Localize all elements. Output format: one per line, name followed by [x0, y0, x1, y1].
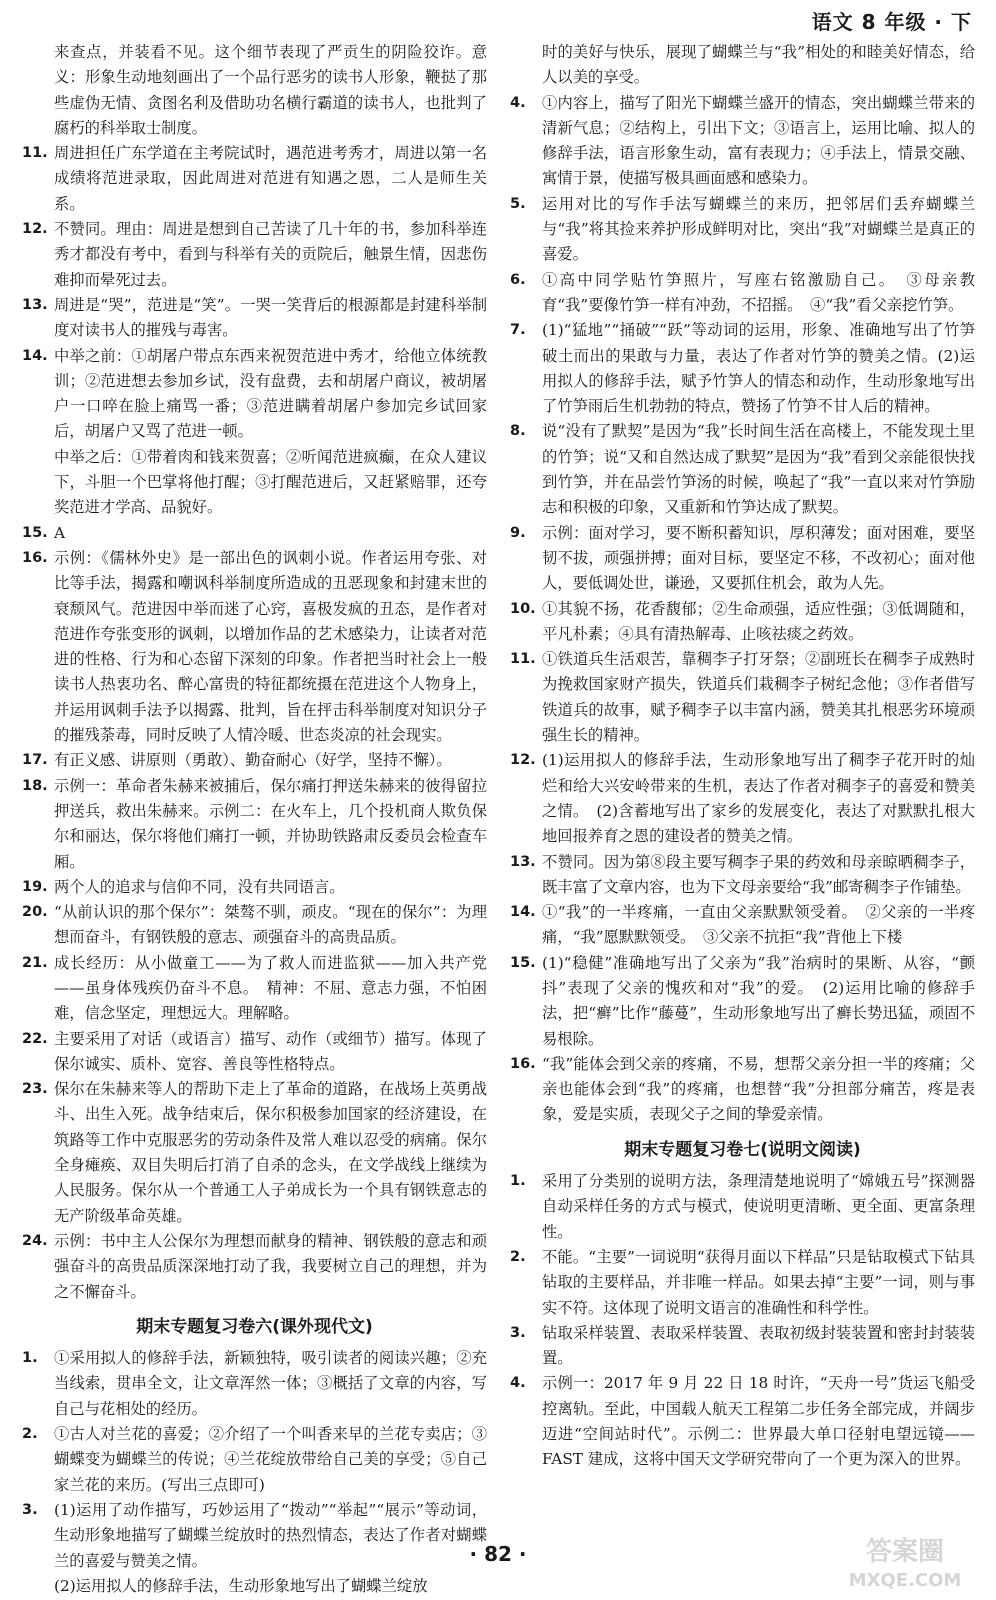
page-header: 语文 8 年级 · 下 [811, 10, 972, 34]
answer-number: 2. [22, 1426, 38, 1443]
answer-item [510, 1245, 975, 1321]
answer-continuation: 中举之后：①带着肉和钱来贺喜；②听闻范进疯癫，在众人建议下，斗胆一个巴掌将他打醒；③打醒范进后，又赶紧赔罪，还夸奖范进才学高、品貌好。 [54, 447, 487, 517]
answer-item [22, 521, 487, 546]
answer-number: 14. [22, 347, 48, 364]
answer-number: 12. [22, 221, 48, 238]
answer-text: 不能。“主要”一词说明“获得月面以下样品”只是钻取模式下钻具钻取的主要样品，并非唯一样品。如果去掉“主要”一词，则与事实不符。这体现了说明文语言的准确性和科学性。 [542, 1247, 975, 1317]
answer-number: 1. [510, 1173, 526, 1190]
answer-number: 16. [510, 1055, 536, 1072]
answer-item [510, 900, 975, 951]
answer-number: 20. [22, 904, 48, 921]
answer-number: 7. [510, 322, 526, 339]
answer-number: 13. [22, 296, 48, 313]
answer-number: 4. [510, 1375, 526, 1392]
answer-text: 成长经历：从小做童工——为了救人而进监狱——加入共产党——虽身体残疾仍奋斗不息。 精神：不屈、意志力强，不怕困难，信念坚定，理想远大。理解略。 [54, 953, 487, 1023]
answer-item [22, 546, 487, 748]
answer-text: 运用对比的写作手法写蝴蝶兰的来历，把邻居们丢弃蝴蝶兰与“我”将其捡来养护形成鲜明对比，突出“我”对蝴蝶兰是真正的喜爱。 [542, 194, 975, 264]
answer-number: 18. [22, 777, 48, 794]
answer-text: 示例一：革命者朱赫来被捕后，保尔痛打押送朱赫来的彼得留拉押送兵，救出朱赫来。示例二：在火车上，几个投机商人欺负保尔和丽达，保尔将他们痛打一顿，并协助铁路肃反委员会检查车厢。 [54, 776, 487, 871]
answer-item [510, 647, 975, 748]
answer-item [510, 1169, 975, 1245]
answer-number: 10. [510, 600, 536, 617]
answer-number: 6. [510, 271, 526, 288]
answer-number: 3. [22, 1501, 38, 1518]
answer-number: 8. [510, 423, 526, 440]
right-answer-list-2 [510, 1169, 975, 1473]
answer-text: ①内容上，描写了阳光下蝴蝶兰盛开的情态，突出蝴蝶兰带来的清新气息；②结构上，引出下文；③语言上，运用比喻、拟人的修辞手法，语言形象生动，富有表现力；④手法上，情景交融、寓情于景，使描写极具画面感和感染力。 [542, 93, 975, 188]
answer-text: “从前认识的那个保尔”：桀骜不驯，顽皮。“现在的保尔”：为理想而奋斗，有钢铁般的意志、顽强奋斗的高贵品质。 [54, 903, 487, 947]
answer-text: ①其貌不扬，花香馥郁；②生命顽强，适应性强；③低调随和，平凡朴素；④具有清热解毒、止咳祛痰之药效。 [542, 599, 975, 643]
answer-item [22, 1077, 487, 1229]
answer-item [510, 850, 975, 901]
answer-item [510, 748, 975, 849]
answer-text: ①古人对兰花的喜爱；②介绍了一个叫香来早的兰花专卖店；③蝴蝶变为蝴蝶兰的传说；④兰花绽放带给自己美的享受；⑤自己家兰花的来历。(写出三点即可) [54, 1425, 487, 1494]
answer-number: 4. [510, 94, 526, 111]
answer-number: 17. [22, 752, 48, 769]
answer-number: 9. [510, 524, 526, 541]
answer-item [22, 217, 487, 293]
answer-item [510, 318, 975, 419]
answer-item [22, 1346, 487, 1422]
answer-text: 示例：书中主人公保尔为理想而献身的精神、钢铁般的意志和顽强奋斗的高贵品质深深地打动了我，我要树立自己的理想，并为之不懈奋斗。 [54, 1231, 487, 1301]
answer-item [510, 1052, 975, 1128]
answer-text: (1)“稳健”准确地写出了父亲为“我”治病时的果断、从容，“颤抖”表现了父亲的愧疚和对“我”的爱。 (2)运用比喻的修辞手法，把“癣”比作“藤蔓”，生动形象地写出了癣长势迅猛，顽固不易根除。 [542, 953, 975, 1048]
right-column [510, 40, 975, 1473]
answer-number: 15. [22, 524, 48, 541]
answer-number: 24. [22, 1232, 48, 1249]
answer-item [510, 192, 975, 268]
answer-number: 2. [510, 1248, 526, 1265]
answer-text: 周进担任广东学道在主考院试时，遇范进考秀才，周进以第一名成绩将范进录取，因此周进对范进有知遇之恩，二人是师生关系。 [54, 144, 487, 213]
answer-number: 5. [510, 195, 526, 212]
left-column [22, 40, 487, 1599]
answer-text: 两个人的追求与信仰不同，没有共同语言。 [54, 877, 345, 896]
answer-number: 11. [22, 145, 48, 162]
answer-item [510, 91, 975, 192]
answer-text: 不赞同。因为第⑧段主要写稠李子果的药效和母亲晾晒稠李子，既丰富了文章内容，也为下文母亲要给“我”邮寄稠李子作铺垫。 [542, 852, 975, 896]
answer-number: 19. [22, 878, 48, 895]
answer-text: 钻取采样装置、表取采样装置、表取初级封装装置和密封封装装置。 [542, 1323, 975, 1368]
answer-item [510, 1371, 975, 1472]
answer-number: 3. [510, 1324, 526, 1341]
answer-number: 12. [510, 752, 536, 769]
answer-item [22, 344, 487, 445]
answer-text: ①“我”的一半疼痛，一直由父亲默默领受着。 ②父亲的一半疼痛，“我”愿默默领受。 ③父亲不抗拒“我”背他上下楼 [542, 903, 975, 947]
answer-text: “我”能体会到父亲的疼痛，不易，想帮父亲分担一半的疼痛；父亲也能体会到“我”的疼痛，也想替“我”分担部分痛苦，疼是表象，爱是实质，表现父子之间的挚爱亲情。 [542, 1054, 975, 1124]
answer-item [22, 951, 487, 1027]
answer-item [22, 1422, 487, 1498]
answer-text: A [54, 523, 66, 542]
answer-text: 示例：《儒林外史》是一部出色的讽刺小说。作者运用夸张、对比等手法，揭露和嘲讽科举制度所造成的丑恶现象和封建末世的衰颓风气。范进因中举而迷了心窍，喜极发疯的丑态，是作者对范进作夸张变形的讽刺，以增加作品的艺术感染力，让读者对范进的性格、行为和心态留下深刻的印象。作者把当时社会上一般读书人热衷功名、醉心富贵的特征都统摄在范进这个人物身上，并运用讽刺手法予以揭露、批判，旨在抨击科举制度对知识分子的摧残荼毒，同时反映了人情冷暖、世态炎凉的社会现实。 [54, 548, 487, 745]
answer-item [510, 419, 975, 520]
answer-text: ①高中同学贴竹笋照片，写座右铭激励自己。 ③母亲教育“我”要像竹笋一样有冲劲，不招摇。 ④“我”看父亲挖竹笋。 [542, 270, 975, 314]
answer-text: (1)“猛地”“捅破”“跃”等动词的运用，形象、准确地写出了竹笋破土而出的果敢与力量，表达了作者对竹笋的赞美之情。(2)运用拟人的修辞手法，赋予竹笋人的情态和动作，生动形象地写出了竹笋雨后生机勃勃的特点，赞扬了竹笋不甘人后的精神。 [542, 321, 975, 416]
answer-item [22, 141, 487, 217]
page-number: · 82 · [469, 1542, 527, 1566]
answer-text: 有正义感、讲原则（勇敢）、勤奋耐心（好学，坚持不懈）。 [54, 751, 452, 770]
answer-item [510, 1321, 975, 1372]
answer-text: 示例一：2017 年 9 月 22 日 18 时许，“天舟一号”货运飞船受控离轨。至此，中国载人航天工程第二步任务全部完成，并阔步迈进“空间站时代”。示例二：世界最大单口径射电望远镜——FAST 建成，这将中国天文学研究带向了一个更为深入的世界。 [542, 1374, 975, 1469]
answer-number: 13. [510, 853, 536, 870]
answer-text: ①铁道兵生活艰苦，靠稠李子打牙祭；②副班长在稠李子成熟时为挽救国家财产损失，铁道兵们栽稠李子树纪念他；③作者借写铁道兵的故事，赋予稠李子以丰富内涵，赞美其扎根恶劣环境顽强生长的精神。 [542, 650, 975, 745]
answer-item [22, 293, 487, 344]
watermark-text-bottom: MXQE.COM [848, 1570, 962, 1591]
answer-text: (1)运用拟人的修辞手法，生动形象地写出了稠李子花开时的灿烂和给大兴安岭带来的生机，表达了作者对稠李子的喜爱和赞美之情。 (2)含蓄地写出了家乡的发展变化，表达了对默默扎根大地回报养育之恩的建设者的赞美之情。 [542, 751, 975, 846]
answer-text: 保尔在朱赫来等人的帮助下走上了革命的道路，在战场上英勇战斗、出生入死。战争结束后，保尔积极参加国家的经济建设，在筑路等工作中克服恶劣的劳动条件及常人难以忍受的病痛。保尔全身瘫痪、双目失明后打消了自杀的念头，在文学战线上继续为人民服务。保尔从一个普通工人子弟成长为一个具有钢铁意志的无产阶级革命英雄。 [54, 1080, 487, 1225]
watermark-text-top: 答案圈 [865, 1537, 945, 1567]
answer-item [22, 875, 487, 900]
answer-text: ①采用拟人的修辞手法，新颖独特，吸引读者的阅读兴趣；②充当线索，贯串全文，让文章浑然一体；③概括了文章的内容，写自己与花相处的经历。 [54, 1349, 487, 1418]
answer-text: 采用了分类别的说明方法，条理清楚地说明了“嫦娥五号”探测器自动采样任务的方式与模式，使说明更清晰、更全面、更富条理性。 [542, 1172, 975, 1241]
left-answer-list [22, 141, 487, 1305]
answer-item [22, 900, 487, 951]
answer-number: 14. [510, 904, 536, 921]
answer-text: 示例：面对学习，要不断积蓄知识，厚积薄发；面对困难，要坚韧不拔，顽强拼搏；面对目标，要坚定不移，不改初心；面对他人，要低调处世，谦逊，又要抓住机会，敢为人先。 [542, 523, 975, 593]
answer-number: 15. [510, 954, 536, 971]
answer-text: (1)运用了动作描写，巧妙运用了“拨动”“举起”“展示”等动词，生动形象地描写了蝴蝶兰绽放时的热烈情态，表达了作者对蝴蝶兰的喜爱与赞美之情。 [54, 1500, 487, 1570]
answer-continuation: (2)运用拟人的修辞手法，生动形象地写出了蝴蝶兰绽放 [54, 1576, 428, 1595]
right-answer-list [510, 91, 975, 1128]
answer-number: 16. [22, 549, 48, 566]
answer-text: 中举之前：①胡屠户带点东西来祝贺范进中秀才，给他立体统教训；②范进想去参加乡试，没有盘费，去和胡屠户商议，被胡屠户一口啐在脸上痛骂一番；③范进瞒着胡屠户参加完乡试回家后，胡屠户又骂了范进一顿。 [54, 346, 487, 441]
answer-number: 11. [510, 651, 536, 668]
answer-item [510, 951, 975, 1052]
answer-number: 21. [22, 954, 48, 971]
section-title-6: 期末专题复习卷六(课外现代文) [136, 1316, 373, 1337]
answer-text: 主要采用了对话（或语言）描写、动作（或细节）描写。体现了保尔诚实、质朴、宽容、善良等性格特点。 [54, 1029, 487, 1073]
answer-text: 周进是“哭”，范进是“笑”。一哭一笑背后的根源都是封建科举制度对读书人的摧残与毒害。 [54, 295, 487, 340]
answer-number: 22. [22, 1030, 48, 1047]
answer-item [510, 597, 975, 648]
watermark-logo [830, 1530, 980, 1592]
answer-item [510, 521, 975, 597]
section-title-7: 期末专题复习卷七(说明文阅读) [624, 1139, 861, 1160]
answer-text: 不赞同。理由：周进是想到自己苦读了几十年的书，参加科举连秀才都没有考中，看到与科举有关的贡院后，触景生情，因悲伤难抑而晕死过去。 [54, 220, 487, 289]
right-lead-paragraph: 时的美好与快乐，展现了蝴蝶兰与“我”相处的和睦美好情态，给人以美的享受。 [542, 43, 975, 87]
answer-number: 23. [22, 1081, 48, 1098]
left-lead-paragraph: 来查点，并装看不见。这个细节表现了严贡生的阴险狡诈。意义：形象生动地刻画出了一个品行恶劣的读书人形象，鞭挞了那些虚伪无情、贪图名利及借助功名横行霸道的读书人，也批判了腐朽的科举取士制度。 [54, 43, 487, 137]
answer-item [22, 748, 487, 773]
answer-text: 说“没有了默契”是因为“我”长时间生活在高楼上，不能发现土里的竹笋；说“又和自然达成了默契”是因为“我”看到父亲能很快找到竹笋，并在品尝竹笋汤的时候，唤起了“我”一直以来对竹笋励志和积极的印象，又重新和竹笋达成了默契。 [542, 422, 975, 517]
answer-item [510, 268, 975, 319]
answer-item [22, 774, 487, 875]
answer-number: 1. [22, 1350, 38, 1367]
answer-item [22, 1229, 487, 1305]
answer-item [22, 1027, 487, 1078]
